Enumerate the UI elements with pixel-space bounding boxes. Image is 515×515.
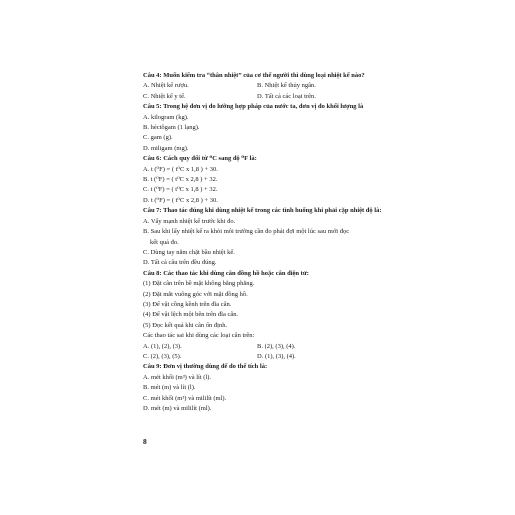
question-8-option-c: C. (2), (3), (5). [143, 352, 182, 360]
question-8-title: Câu 8: Các thao tác khi dùng cân đồng hồ hoặc cân điện tử: [143, 269, 309, 277]
question-9-option-a: A. mét khối (m³) và lít (l). [143, 373, 212, 381]
question-4-option-b: B. Nhiệt kế thủy ngân. [257, 82, 316, 90]
question-8-step-1: (1) Đặt cân trên bề mặt không bằng phẳng. [143, 280, 255, 288]
question-9-option-b: B. mét (m) và lít (l). [143, 384, 196, 392]
page-content [143, 71, 383, 414]
question-7-option-a: A. Vẩy mạnh nhiệt kế trước khi đo. [143, 217, 236, 225]
question-5-title: Câu 5: Trong hệ đơn vị đo lường hợp pháp của nước ta, đơn vị đo khối lượng là [143, 103, 364, 111]
question-7-option-c: C. Dùng tay nắm chặt bầu nhiệt kế. [143, 248, 235, 256]
question-8-step-2: (2) Đặt mắt vuông góc với mặt đồng hồ. [143, 290, 248, 298]
question-6-option-a: A. t (⁰F) = ( t⁰C x 1,8 ) + 30. [143, 165, 218, 173]
question-8-options-row-1 [143, 342, 383, 352]
question-5-option-d: D. miligam (mg). [143, 144, 189, 152]
question-8-prompt: Các thao tác sai khi dùng các loại cân trên: [143, 332, 255, 340]
question-8-option-a: A. (1), (2), (3). [143, 342, 182, 350]
question-7-option-b-continued: kết quả đo. [150, 238, 179, 246]
question-4-option-d: D. Tất cả các loại trên. [257, 92, 316, 100]
question-9-option-d: D. mét (m) và mililít (ml). [143, 405, 212, 412]
question-8-step-3: (3) Để vật cồng kềnh trên đĩa cân. [143, 300, 232, 308]
question-7-title: Câu 7: Thao tác đúng khi dùng nhiệt kế trong các tình huống khi phải cặp nhiệt độ là: [143, 207, 382, 215]
question-4-title: Câu 4: Muốn kiểm tra “thân nhiệt” của cơ thể người thì dùng loại nhiệt kế nào? [143, 72, 365, 79]
question-8-step-5: (5) Đọc kết quả khi cân ổn định. [143, 321, 228, 329]
page-number: 8 [143, 437, 147, 446]
question-7-option-b: B. Sau khi lấy nhiệt kế ra khỏi môi trường cần đo phải đợi một lúc sau mới đọc [143, 228, 350, 236]
question-4-options-row-1 [143, 81, 383, 91]
question-9-title: Câu 9: Đơn vị thường dùng để đo thể tích là: [143, 363, 268, 371]
question-6-option-b: B. t (⁰F) = ( t⁰C x 2,8 ) + 32. [143, 176, 218, 184]
question-6-option-d: D. t (⁰F) = ( t⁰C x 2,8 ) + 30. [143, 196, 218, 204]
question-4-option-c: C. Nhiệt kế y tế. [143, 92, 186, 100]
question-8-option-d: D. (1), (3), (4). [257, 352, 296, 360]
question-6-option-c: C. t (⁰F) = ( t⁰C x 1,8 ) + 32. [143, 186, 218, 194]
question-5-option-c: C. gam (g). [143, 134, 173, 142]
question-6-title: Câu 6: Cách quy đổi từ ⁰C sang độ ⁰F là: [143, 155, 257, 163]
question-9-option-c: C. mét khối (m³) và mililít (ml). [143, 394, 227, 402]
question-4-options-row-2 [143, 92, 383, 102]
question-8-options-row-2 [143, 352, 383, 362]
question-7-option-d: D. Tất cả câu trên đều đúng. [143, 259, 217, 267]
question-5-option-a: A. kilogram (kg). [143, 113, 189, 121]
question-4-option-a: A. Nhiệt kế rượu. [143, 82, 189, 90]
question-5-option-b: B. héctôgam (1 lạng). [143, 124, 200, 132]
question-8-option-b: B. (2), (3), (4). [257, 342, 296, 350]
question-8-step-4: (4) Để vật lệch một bên trên đĩa cân. [143, 311, 239, 319]
